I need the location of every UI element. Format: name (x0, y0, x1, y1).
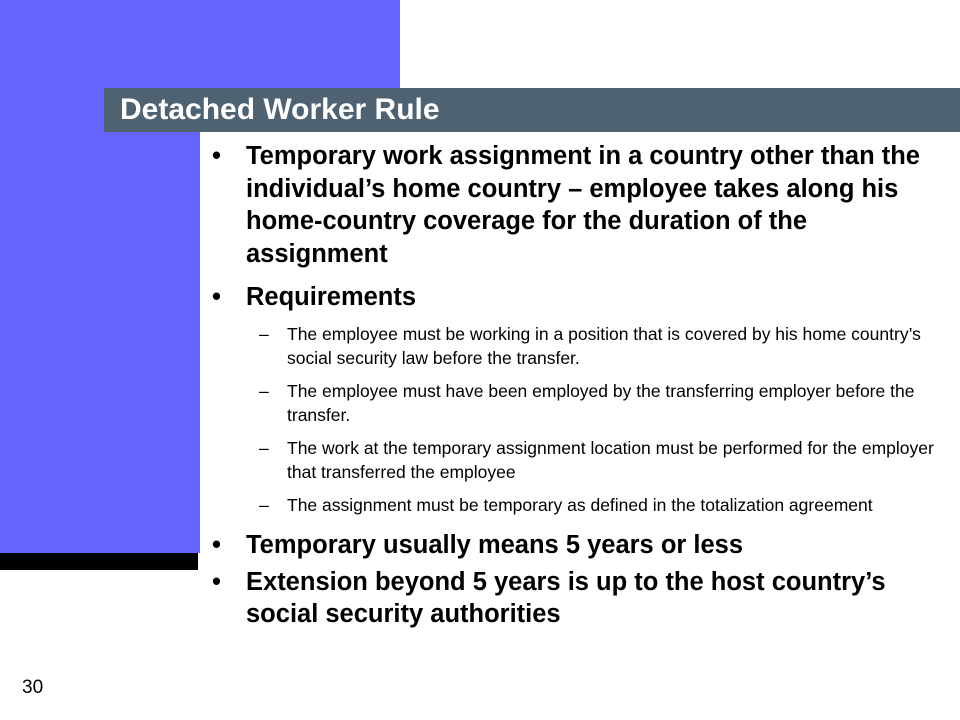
sub-bullet-item (212, 493, 952, 518)
sub-bullet-text: The employee must be working in a position that is covered by his home country’s social security law before the transfer. (287, 323, 921, 368)
sub-bullet-mark: – (259, 323, 269, 344)
bullet-text: Temporary work assignment in a country other than the individual’s home country – employee takes along his home-country coverage for the duration of the assignment (246, 142, 920, 268)
sub-bullet-text: The work at the temporary assignment location must be performed for the employer that transferred the employee (287, 437, 934, 482)
title-bar (104, 88, 960, 132)
bullet-text: Temporary usually means 5 years or less (246, 531, 744, 559)
page-number: 30 (22, 677, 44, 698)
bullet-item (212, 140, 952, 270)
bullet-mark: • (212, 567, 221, 596)
bullet-item (212, 529, 952, 562)
bullet-text: Requirements (246, 283, 417, 311)
sub-bullet-text: The assignment must be temporary as defined in the totalization agreement (287, 494, 873, 515)
bullet-mark: • (212, 531, 221, 559)
slide-title: Detached Worker Rule (120, 93, 440, 126)
sub-bullet-mark: – (259, 494, 269, 515)
bullet-mark: • (212, 142, 221, 170)
bullet-text: Extension beyond 5 years is up to the host country’s social security authorities (246, 567, 886, 628)
sub-bullet-item (212, 322, 952, 371)
bullet-item (212, 566, 952, 631)
sub-bullet-item (212, 436, 952, 485)
sub-bullet-mark: – (259, 437, 269, 458)
bullet-item (212, 281, 952, 314)
sub-bullet-item (212, 379, 952, 428)
sub-bullet-text: The employee must have been employed by the transferring employer before the transfer. (287, 380, 915, 425)
bullet-mark: • (212, 283, 221, 311)
bullet-list (212, 140, 952, 631)
sub-bullet-mark: – (259, 380, 269, 401)
